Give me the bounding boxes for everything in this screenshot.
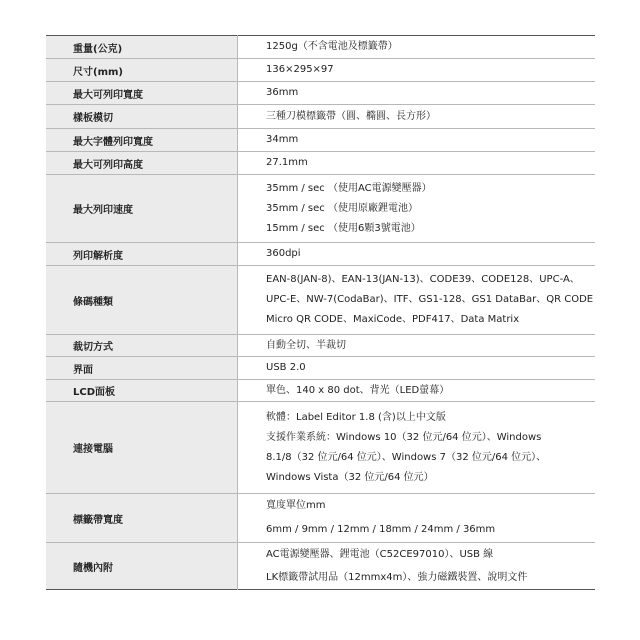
spec-row [46,357,595,380]
spec-row [46,335,595,357]
spec-row [46,175,595,243]
spec-value-line: LK標籤帶試用品（12mmx4m）、強力磁鐵裝置、說明文件 [266,572,528,583]
spec-value-line: 支援作業系統：Windows 10（32 位元/64 位元）、Windows [266,431,542,443]
spec-value-line: USB 2.0 [266,362,306,373]
spec-value-line: Micro QR CODE、MaxiCode、PDF417、Data Matrix [266,314,520,325]
spec-label: 連接電腦 [46,402,238,494]
spec-row [46,36,595,59]
spec-value [238,380,596,402]
spec-label: 裁切方式 [46,335,238,357]
spec-value-line: EAN-8(JAN-8)、EAN-13(JAN-13)、CODE39、CODE128、UPC-A、 [266,274,580,285]
spec-value-line: 35mm / sec （使用AC電源變壓器） [266,182,432,194]
spec-table [46,35,595,590]
spec-value-line: 軟體：Label Editor 1.8 (含)以上中文版 [266,411,446,423]
spec-row [46,243,595,266]
spec-value [238,36,596,59]
spec-value [238,266,596,335]
spec-value-line: 360dpi [266,248,301,259]
spec-value-line: Windows Vista（32 位元/64 位元） [266,471,434,483]
spec-value-line: 36mm [266,87,299,98]
spec-value [238,543,596,590]
spec-value [238,82,596,105]
spec-row [46,266,595,335]
spec-row [46,380,595,402]
spec-row [46,402,595,494]
spec-label: 條碼種類 [46,266,238,335]
spec-row [46,129,595,152]
spec-value-line: 136×295×97 [266,64,334,75]
spec-value [238,335,596,357]
spec-value [238,402,596,494]
spec-value-line: 6mm / 9mm / 12mm / 18mm / 24mm / 36mm [266,524,496,535]
spec-value-line: 27.1mm [266,157,308,168]
spec-label: 標籤帶寬度 [46,494,238,543]
spec-value-line: 寬度單位mm [266,500,326,511]
spec-value [238,175,596,243]
spec-label: 界面 [46,357,238,380]
spec-label: 隨機內附 [46,543,238,590]
spec-label: 列印解析度 [46,243,238,266]
spec-row [46,105,595,129]
spec-value-line: 35mm / sec （使用原廠鋰電池） [266,202,418,214]
spec-value-line: UPC-E、NW-7(CodaBar)、ITF、GS1-128、GS1 DataBar、QR CODE [266,294,594,305]
spec-label: 重量(公克) [46,36,238,59]
spec-value [238,105,596,129]
spec-row [46,152,595,175]
spec-value [238,129,596,152]
spec-value [238,357,596,380]
spec-row [46,59,595,82]
spec-value-line: 34mm [266,134,299,145]
spec-value [238,494,596,543]
spec-label: 最大可列印寬度 [46,82,238,105]
spec-value-line: 1250g（不含電池及標籤帶） [266,41,398,52]
spec-row [46,494,595,543]
spec-value-line: 單色、140 x 80 dot、背光（LED螢幕） [266,384,450,396]
spec-value-line: AC電源變壓器、鋰電池（C52CE97010）、USB 線 [266,549,494,560]
spec-value-line: 三種刀模標籤帶（圓、橢圓、長方形） [266,110,436,122]
spec-value [238,152,596,175]
spec-value-line: 15mm / sec （使用6顆3號電池） [266,222,421,234]
spec-value [238,243,596,266]
spec-label: 尺寸(mm) [46,59,238,82]
spec-value-line: 自動全切、半裁切 [266,339,346,351]
spec-value-line: 8.1/8（32 位元/64 位元）、Windows 7（32 位元/64 位元）、 [266,451,547,463]
spec-value [238,59,596,82]
spec-row [46,543,595,590]
spec-label: 樣板模切 [46,105,238,129]
spec-label: LCD面板 [46,380,238,402]
spec-label: 最大可列印高度 [46,152,238,175]
spec-row [46,82,595,105]
spec-label: 最大字體列印寬度 [46,129,238,152]
spec-label: 最大列印速度 [46,175,238,243]
